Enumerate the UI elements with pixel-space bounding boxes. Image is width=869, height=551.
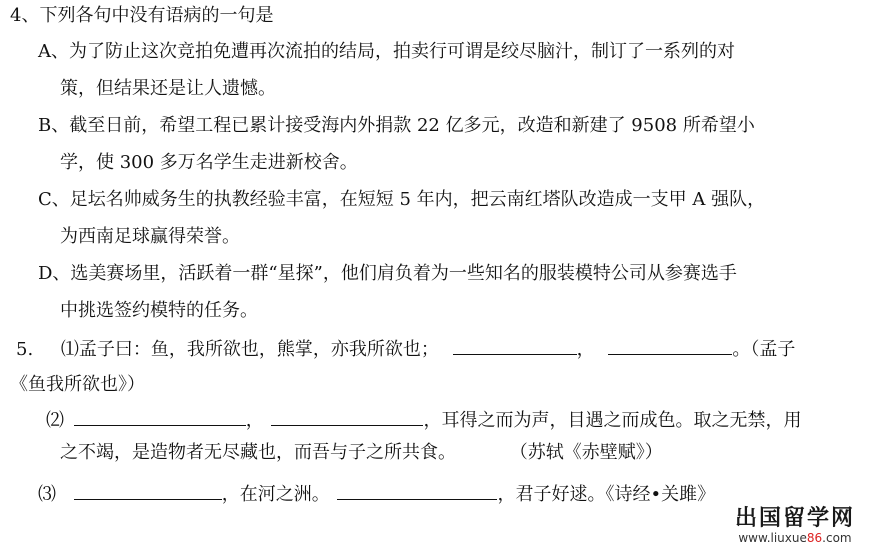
option-a-line1: A、为了防止这次竞拍免遭再次流拍的结局，拍卖行可谓是绞尽脑汁，制订了一系列的对 [38,41,735,62]
watermark-url-highlight: 86 [806,531,823,545]
q5-p1-source: 《鱼我所欲也》） [10,374,145,395]
q5-line4 [60,441,663,465]
option-c-line2: 为西南足球赢得荣誉。 [60,226,240,247]
option-a-line2: 策，但结果还是让人遗憾。 [60,78,276,99]
answer-blank-2[interactable] [608,336,732,355]
answer-blank-1[interactable] [453,336,577,355]
q5-p3-label: ⑶ [38,484,56,505]
q5-p2-comma: ， [245,410,264,431]
watermark-url [735,531,855,545]
option-b-line1: B、截至日前，希望工程已累计接受海内外捐款 22 亿多元，改造和新建了 9508 所希望小 [38,115,755,136]
q5-p1-text: ⑴孟子曰：鱼，我所欲也，熊掌，亦我所欲也； [60,339,439,360]
answer-blank-4[interactable] [271,407,423,426]
watermark-logo [735,507,855,545]
q5-line5 [38,481,715,507]
answer-blank-5[interactable] [74,481,222,500]
q5-p1-comma: ， [576,339,595,360]
option-d-line2: 中挑选签约模特的任务。 [60,300,258,321]
q5-line3 [46,407,801,433]
q5-p2-text: ，耳得之而为声，目遇之而成色。取之无禁，用 [423,410,802,431]
q5-line1 [16,336,795,362]
option-b-line2: 学，使 300 多万名学生走进新校舍。 [60,152,358,173]
q5-p2-source: （苏轼《赤壁赋》） [509,442,663,463]
watermark-url-prefix: www.liuxue [738,531,807,545]
q5-p1-end: 。（孟子 [732,339,796,360]
answer-blank-6[interactable] [337,481,497,500]
q5-p2-line2: 之不竭，是造物者无尽藏也，而吾与子之所共食。 [60,442,456,463]
option-d-line1: D、选美赛场里，活跃着一群“星探”，他们肩负着为一些知名的服装模特公司从参赛选手 [38,263,737,284]
q5-p2-label: ⑵ [46,410,64,431]
watermark-title: 出国留学网 [734,506,855,531]
q5-p3-end: ，君子好逑。《诗经•关雎》 [497,484,716,505]
option-c-line1: C、足坛名帅威务生的执教经验丰富，在短短 5 年内，把云南红塔队改造成一支甲 A 强队， [38,189,766,210]
q5-p3-mid: ，在河之洲。 [221,484,330,505]
q5-number: 5. [16,339,34,360]
q4-stem: 4、下列各句中没有语病的一句是 [10,5,274,26]
watermark-url-suffix: .com [822,531,852,545]
answer-blank-3[interactable] [74,407,246,426]
